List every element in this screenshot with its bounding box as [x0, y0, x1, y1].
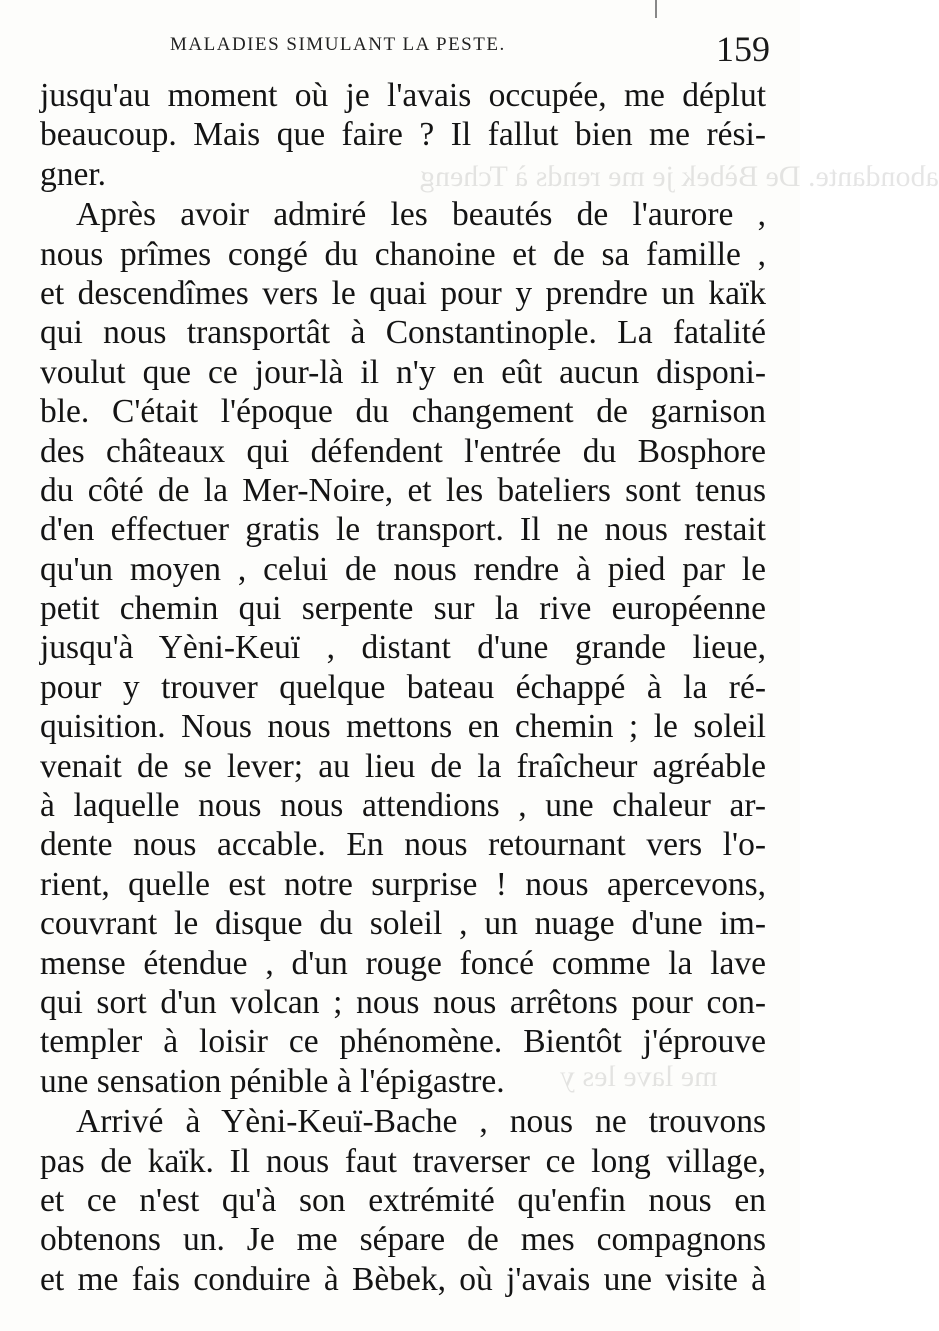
- text-line: petit chemin qui serpente sur la rive européenne: [40, 590, 766, 628]
- text-line: rient, quelle est notre surprise ! nous apercevons,: [40, 865, 766, 903]
- text-line: beaucoup. Mais que faire ? Il fallut bien me rési-: [40, 116, 766, 154]
- text-line: obtenons un. Je me sépare de mes compagnons: [40, 1221, 766, 1259]
- text-line: gner.: [40, 155, 107, 193]
- paragraph-first-line: Arrivé à Yèni-Keuï-Bache , nous ne trouvons: [76, 1103, 766, 1141]
- text-line: quisition. Nous nous mettons en chemin ; le soleil: [40, 708, 766, 746]
- text-line: et descendîmes vers le quai pour y prendre un kaïk: [40, 274, 766, 312]
- text-line: du côté de la Mer-Noire, et les bateliers sont tenus: [40, 471, 766, 509]
- text-line: ble. C'était l'époque du changement de garnison: [40, 393, 766, 431]
- text-line: jusqu'à Yèni-Keuï , distant d'une grande lieue,: [40, 629, 766, 667]
- show-through-text-top: abondante. De Bèbek je me rends à Tcheng: [420, 160, 939, 193]
- text-line: et me fais conduire à Bèbek, où j'avais une visite à: [40, 1260, 766, 1298]
- text-line: pour y trouver quelque bateau échappé à la ré-: [40, 668, 766, 706]
- text-line: couvrant le disque du soleil , un nuage d'une im-: [40, 905, 766, 943]
- text-line: templer à loisir ce phénomène. Bientôt j'éprouve: [40, 1023, 766, 1061]
- text-line: qui sort d'un volcan ; nous nous arrêtons pour con-: [40, 983, 766, 1021]
- text-line: des châteaux qui défendent l'entrée du Bosphore: [40, 432, 766, 470]
- page-number: 159: [716, 29, 770, 69]
- text-line: à laquelle nous nous attendions , une chaleur ar-: [40, 787, 766, 825]
- text-line: voulut que ce jour-là il n'y en eût aucun disponi-: [40, 353, 766, 391]
- text-line: qu'un moyen , celui de nous rendre à pied par le: [40, 550, 766, 588]
- body-text: [40, 76, 766, 1299]
- text-line: venait de se lever; au lieu de la fraîcheur agréable: [40, 747, 766, 785]
- paragraph-first-line: Après avoir admiré les beautés de l'aurore ,: [76, 196, 766, 234]
- text-line: qui nous transportât à Constantinople. La fatalité: [40, 314, 766, 352]
- page-edge-mark: [655, 0, 657, 18]
- running-title: MALADIES SIMULANT LA PESTE.: [170, 34, 506, 55]
- show-through-text-bottom: me lave les y: [560, 1060, 718, 1093]
- text-line: pas de kaïk. Il nous faut traverser ce long village,: [40, 1142, 766, 1180]
- text-line: jusqu'au moment où je l'avais occupée, me déplut: [40, 77, 766, 114]
- text-line: dente nous accable. En nous retournant vers l'o-: [40, 826, 766, 864]
- text-line: mense étendue , d'un rouge foncé comme la lave: [40, 944, 766, 982]
- text-line: et ce n'est qu'à son extrémité qu'enfin nous en: [40, 1181, 766, 1219]
- text-line: nous prîmes congé du chanoine et de sa famille ,: [40, 235, 766, 273]
- text-line: d'en effectuer gratis le transport. Il ne nous restait: [40, 511, 766, 549]
- text-line: une sensation pénible à l'épigastre.: [40, 1062, 505, 1100]
